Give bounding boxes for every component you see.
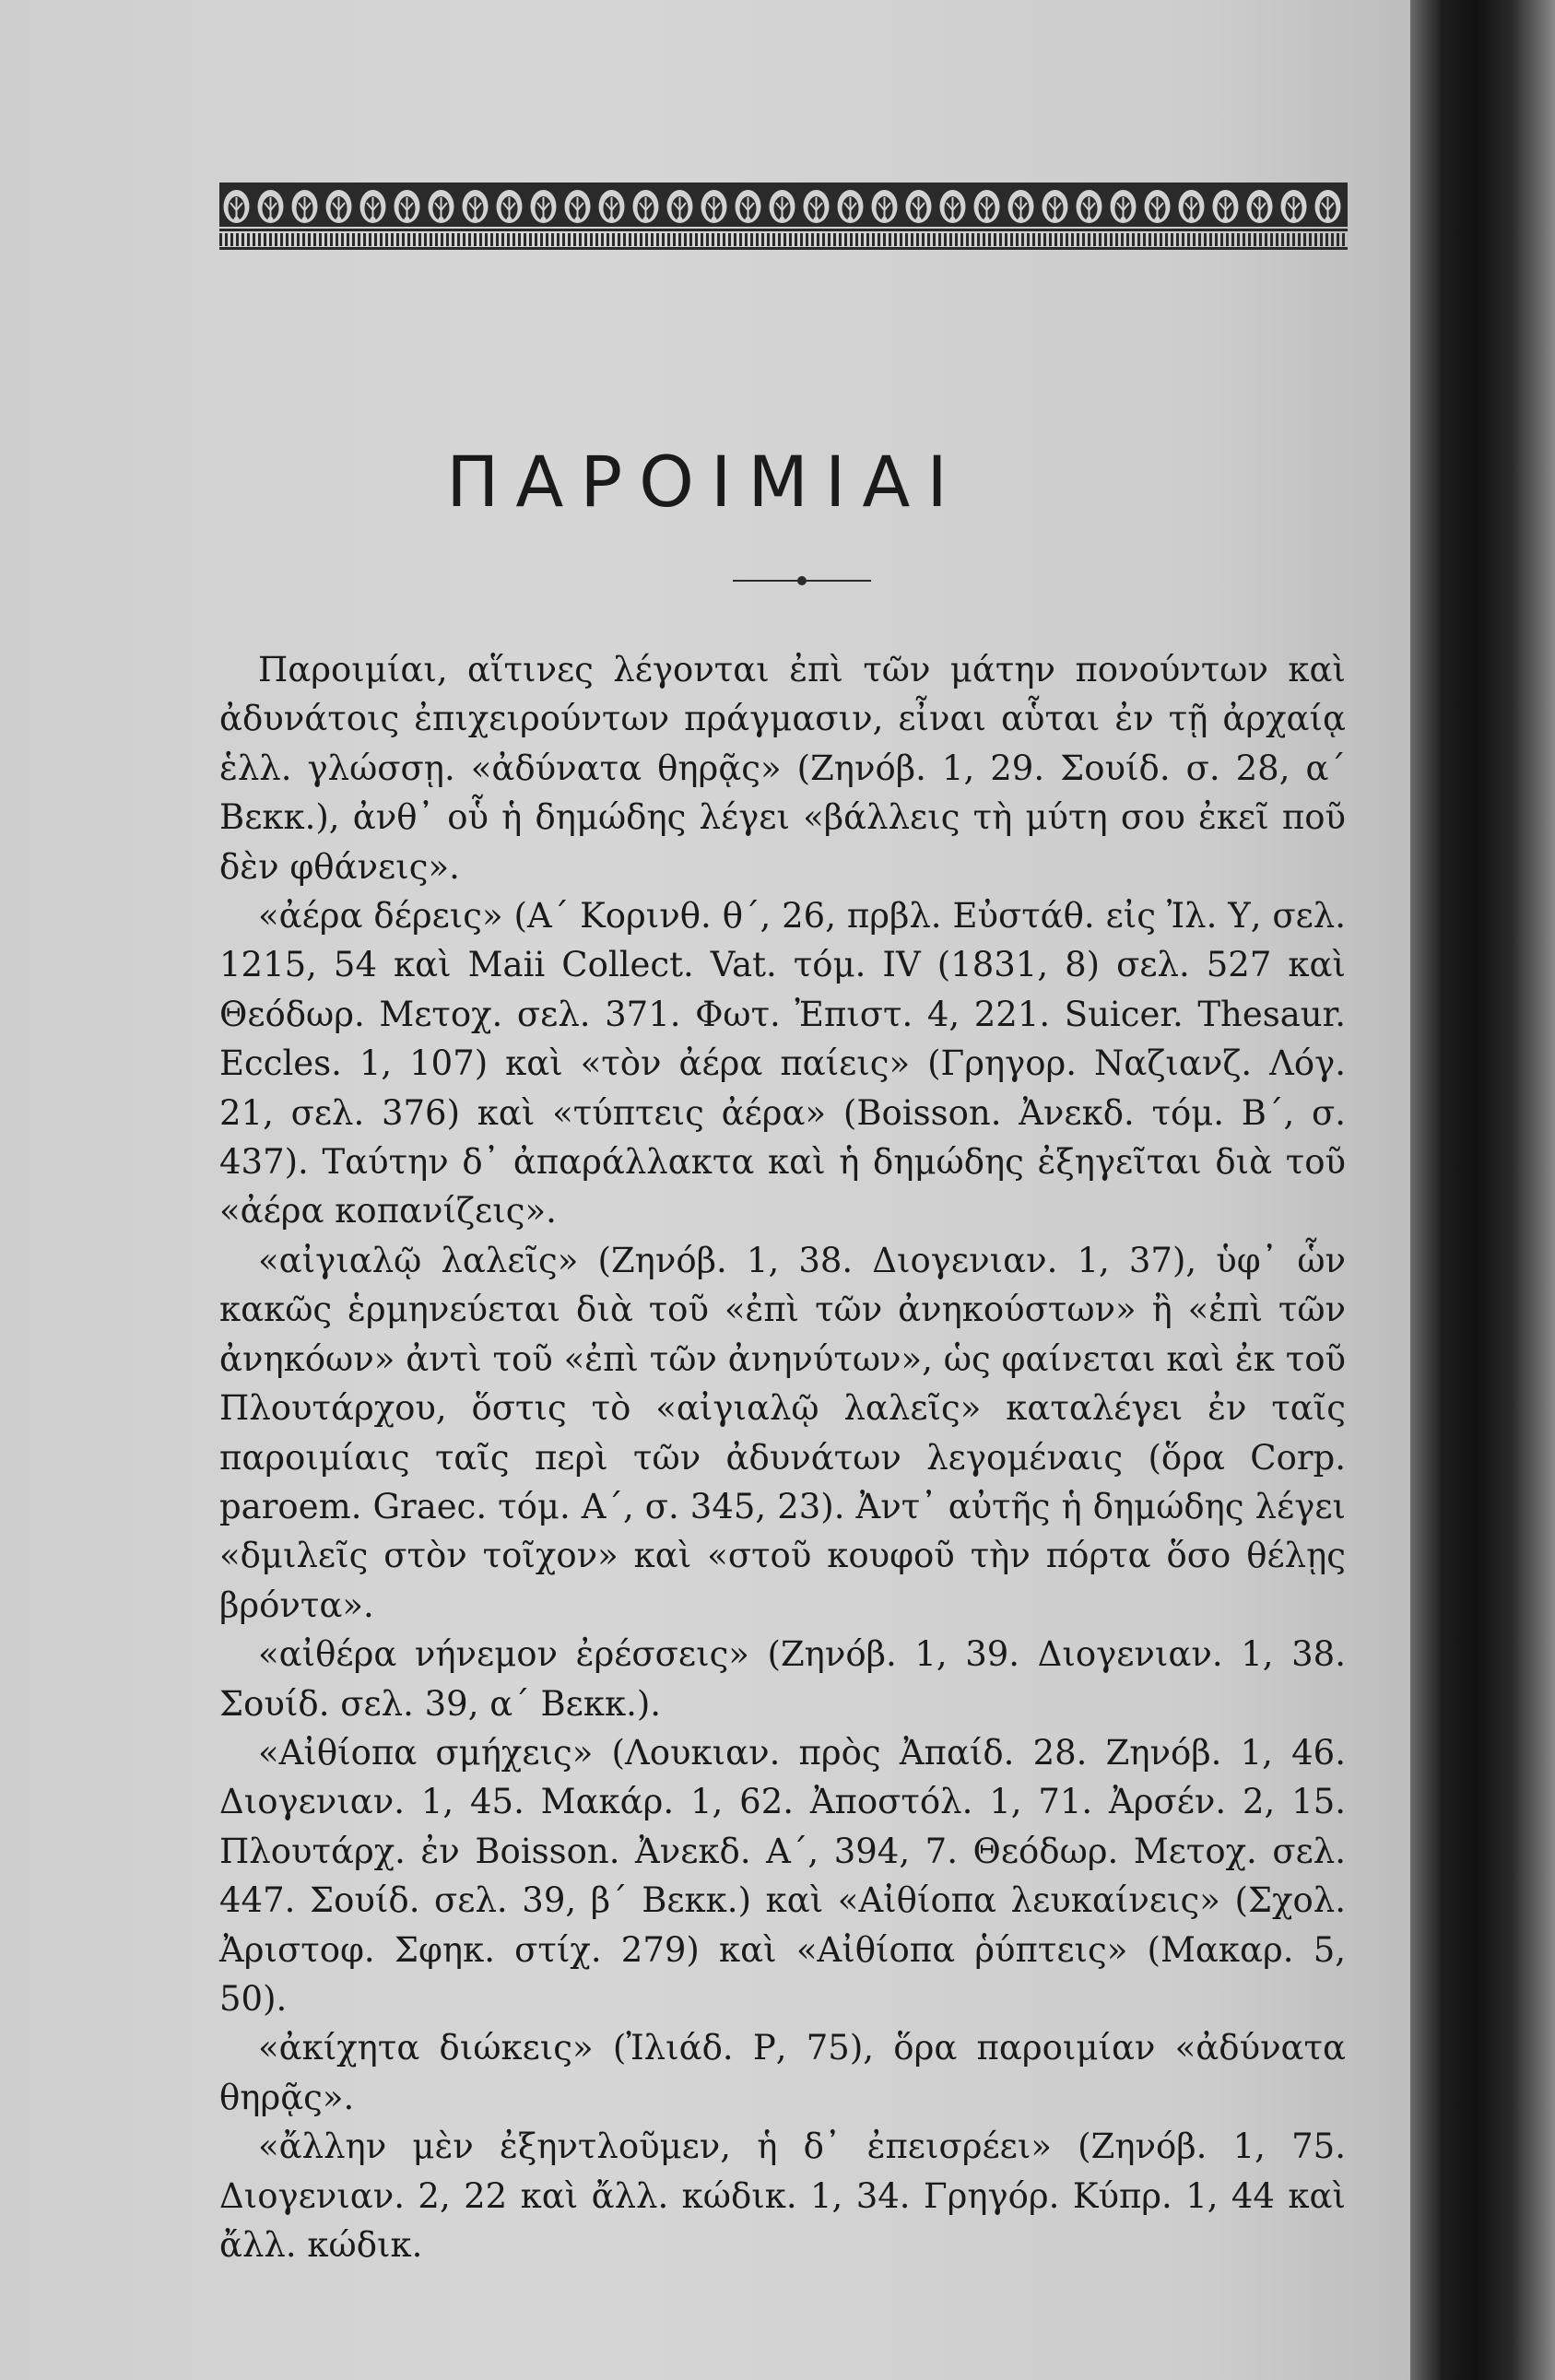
paragraph: «ἀκίχητα διώκεις» (Ἰλιάδ. Ρ, 75), ὅρα παροιμίαν «ἀδύνατα θηρᾷς». (219, 2028, 1346, 2117)
book-spine (1410, 0, 1555, 2380)
page-title: ΠΑΡΟΙΜΙΑΙ (446, 441, 964, 523)
title-divider (733, 571, 871, 590)
paragraph: «Αἰθίοπα σμήχεις» (Λουκιαν. πρὸς Ἀπαίδ. 28. Ζηνόβ. 1, 46. Διογενιαν. 1, 45. Μακάρ. 1, 62. Ἀποστόλ. 1, 71. Ἀρσέν. 2, 15. Πλουτάρχ. ἐν Boisson. Ἀνεκδ. Α΄, 394, 7. Θεόδωρ. Μετοχ. σελ. 447. Σουίδ. σελ. 39, β΄ Βεκκ.) καὶ «Αἰθίοπα λευκαίνεις» (Σχολ. Ἀριστοφ. Σφηκ. στίχ. 279) καὶ «Αἰθίοπα ῥύπτεις» (Μακαρ. 5, 50). (219, 1732, 1346, 2019)
paragraph: «αἰγιαλῷ λαλεῖς» (Ζηνόβ. 1, 38. Διογενιαν. 1, 37), ὑφ᾽ ὧν κακῶς ἑρμηνεύεται διὰ τοῦ «ἐπὶ τῶν ἀνηκούστων» ἢ «ἐπὶ τῶν ἀνηκόων» ἀντὶ τοῦ «ἐπὶ τῶν ἀνηνύτων», ὡς φαίνεται καὶ ἐκ τοῦ Πλουτάρχου, ὅστις τὸ «αἰγιαλῷ λαλεῖς» καταλέγει ἐν ταῖς παροιμίαις ταῖς περὶ τῶν ἀδυνάτων λεγομέναις (ὅρα Corp. paroem. Graec. τόμ. Α΄, σ. 345, 23). Ἀντ᾽ αὐτῆς ἡ δημώδης λέγει «δμιλεῖς στὸν τοῖχον» καὶ «στοῦ κουφοῦ τὴν πόρτα ὅσο θέλῃς βρόντα». (219, 1240, 1346, 1625)
paragraph: «ἀέρα δέρεις» (Α΄ Κορινθ. θ΄, 26, πρβλ. Εὐστάθ. εἰς Ἰλ. Υ, σελ. 1215, 54 καὶ Maii Collect. Vat. τόμ. IV (1831, 8) σελ. 527 καὶ Θεόδωρ. Μετοχ. σελ. 371. Φωτ. Ἐπιστ. 4, 221. Suicer. Thesaur. Eccles. 1, 107) καὶ «τὸν ἀέρα παίεις» (Γρηγορ. Ναζιανζ. Λόγ. 21, σελ. 376) καὶ «τύπτεις ἀέρα» (Boisson. Ἀνεκδ. τόμ. Β΄, σ. 437). Ταύτην δ᾽ ἀπαράλλακτα καὶ ἡ δημώδης ἐξηγεῖται διὰ τοῦ «ἀέρα κοπανίζεις». (219, 896, 1346, 1231)
body-text (219, 645, 1346, 2269)
paragraph: «αἰθέρα νήνεμον ἐρέσσεις» (Ζηνόβ. 1, 39. Διογενιαν. 1, 38. Σουίδ. σελ. 39, α΄ Βεκκ.). (219, 1634, 1346, 1724)
paragraph: «ἄλλην μὲν ἐξηντλοῦμεν, ἡ δ᾽ ἐπεισρέει» (Ζηνόβ. 1, 75. Διογενιαν. 2, 22 καὶ ἄλλ. κώδικ. 1, 34. Γρηγόρ. Κύπρ. 1, 44 καὶ ἄλλ. κώδικ. (219, 2127, 1346, 2265)
header-ornament (219, 183, 1348, 251)
paragraph: Παροιμίαι, αἵτινες λέγονται ἐπὶ τῶν μάτην πονούντων καὶ ἀδυνάτοις ἐπιχειρούντων πράγμασιν, εἶναι αὗται ἐν τῇ ἀρχαίᾳ ἑλλ. γλώσσῃ. «ἀδύνατα θηρᾷς» (Ζηνόβ. 1, 29. Σουίδ. σ. 28, α΄ Βεκκ.), ἀνθ᾽ οὗ ἡ δημώδης λέγει «βάλλεις τὴ μύτη σου ἐκεῖ ποῦ δὲν φθάνεις». (219, 650, 1346, 887)
